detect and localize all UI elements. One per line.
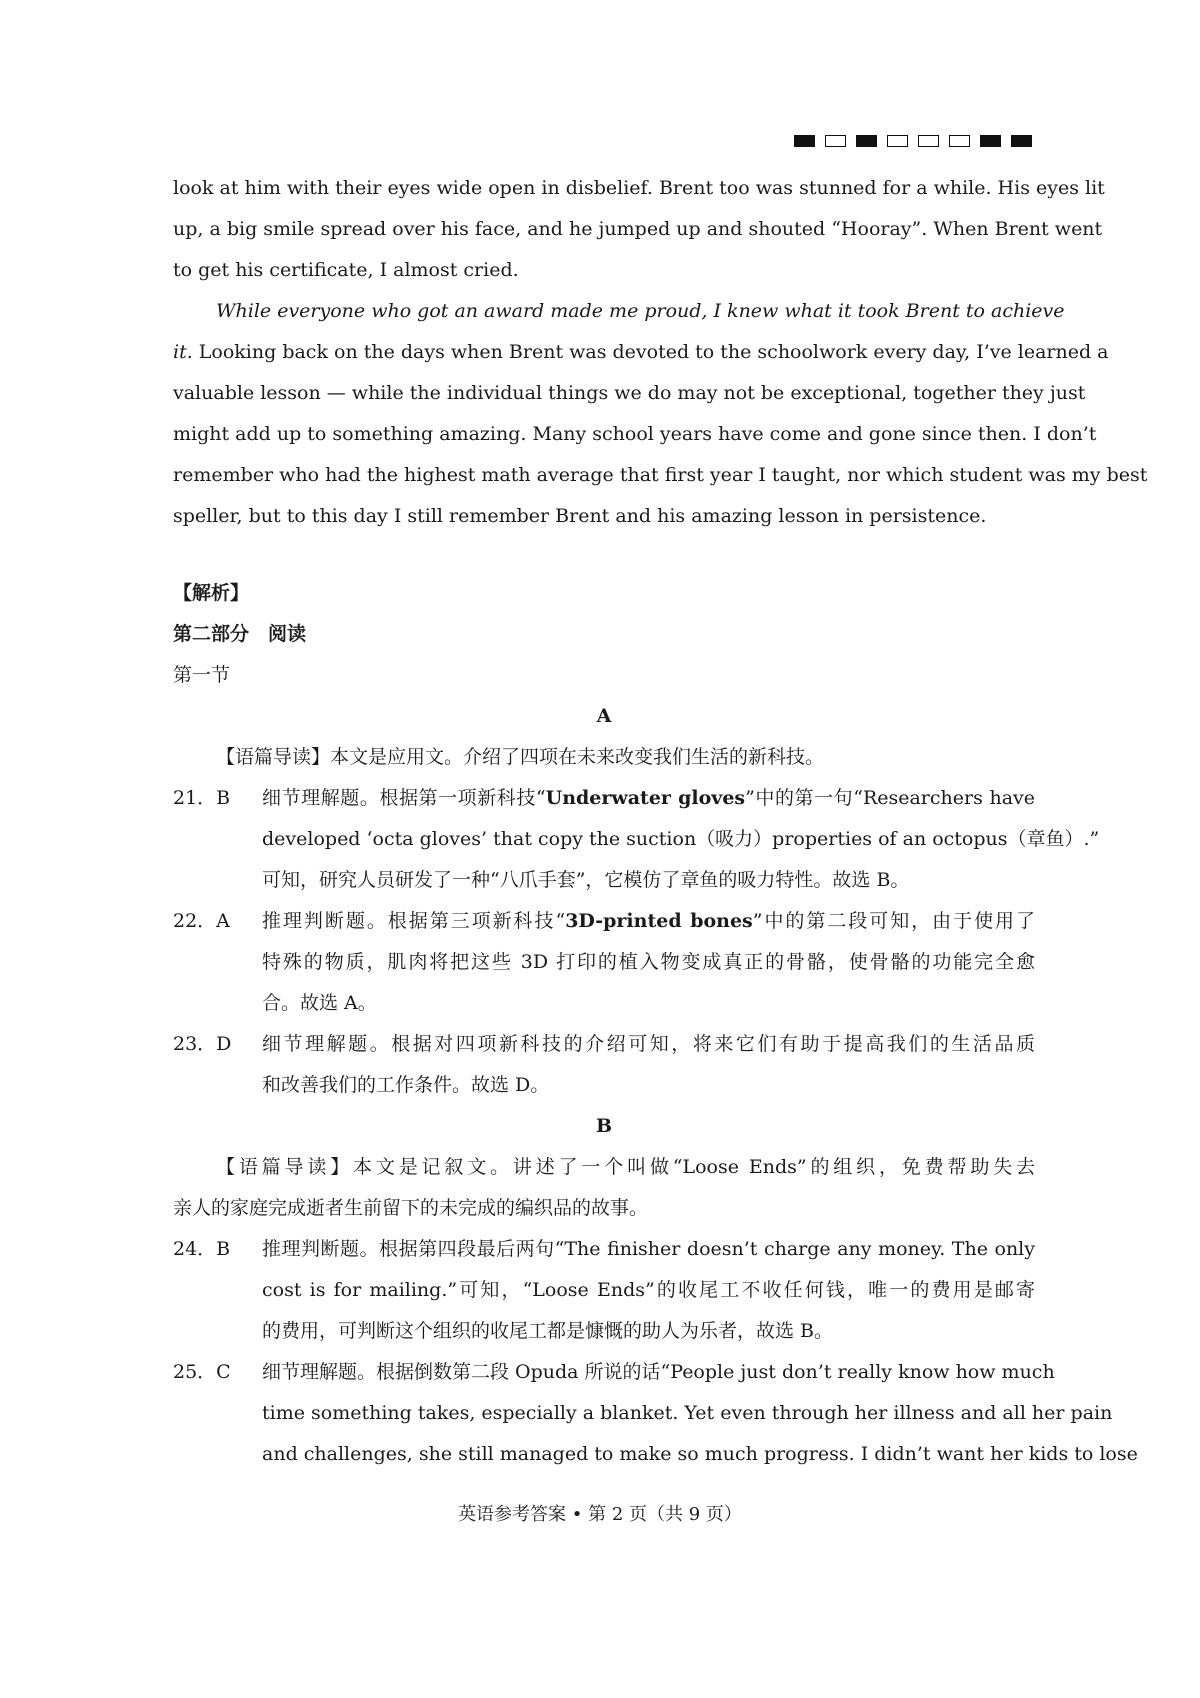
answer-item-24	[173, 1229, 1035, 1352]
text-line: valuable lesson — while the individual things we do may not be exceptional, together they just	[173, 382, 1086, 404]
answer-text: 特殊的物质，肌肉将把这些 3D 打印的植入物变成真正的骨骼，使骨骼的功能完全愈	[262, 951, 1035, 973]
text-line: to get his certificate, I almost cried.	[173, 259, 519, 281]
answer-item-23	[173, 1024, 1035, 1106]
passage-intro-a: 【语篇导读】本文是应用文。介绍了四项在未来改变我们生活的新科技。	[216, 746, 825, 768]
filled-square-mark	[1011, 135, 1032, 147]
answer-text: 细节理解题。根据第一项新科技“Underwater gloves”中的第一句“Researchers have	[262, 787, 1035, 809]
empty-square-mark	[887, 135, 908, 147]
text-line: might add up to something amazing. Many school years have come and gone since then. I don’t	[173, 423, 1097, 445]
answer-text: 可知，研究人员研发了一种“八爪手套”，它模仿了章鱼的吸力特性。故选 B。	[262, 869, 910, 891]
answer-text: 和改善我们的工作条件。故选 D。	[262, 1074, 550, 1096]
part-heading: 第二部分 阅读	[173, 623, 307, 645]
text-line: it. Looking back on the days when Brent was devoted to the schoolwork every day, I’ve learned a	[173, 341, 1109, 363]
passage-intro-b-cont: 亲人的家庭完成逝者生前留下的未完成的编织品的故事。	[173, 1197, 649, 1219]
text-line: While everyone who got an award made me proud, I knew what it took Brent to achieve	[216, 300, 1065, 322]
passage-intro-b: 【语篇导读】本文是记叙文。讲述了一个叫做“Loose Ends”的组织，免费帮助失去	[216, 1156, 1035, 1178]
passage-label-a: A	[596, 705, 612, 727]
analysis-title: 【解析】	[173, 582, 250, 604]
passage-paragraph-2	[173, 291, 1148, 537]
text-line: remember who had the highest math average that first year I taught, nor which student was my best	[173, 464, 1148, 486]
empty-square-mark	[949, 135, 970, 147]
answer-number: 25．C	[173, 1361, 231, 1383]
answer-text: 细节理解题。根据对四项新科技的介绍可知，将来它们有助于提高我们的生活品质	[262, 1033, 1035, 1055]
filled-square-mark	[980, 135, 1001, 147]
answer-text: time something takes, especially a blanket. Yet even through her illness and all her pain	[262, 1402, 1113, 1424]
answer-text: developed ‘octa gloves’ that copy the suction（吸力）properties of an octopus（章鱼）.”	[262, 828, 1100, 850]
answer-text: and challenges, she still managed to make so much progress. I didn’t want her kids to lose	[262, 1443, 1138, 1465]
answer-number: 23．D	[173, 1033, 232, 1055]
answer-text: 的费用，可判断这个组织的收尾工都是慷慨的助人为乐者，故选 B。	[262, 1320, 834, 1342]
answer-text: cost is for mailing.”可知，“Loose Ends”的收尾工不收任何钱，唯一的费用是邮寄	[262, 1279, 1035, 1301]
page-content	[173, 168, 1148, 1475]
answer-number: 21．B	[173, 787, 231, 809]
text-line: speller, but to this day I still remember Brent and his amazing lesson in persistence.	[173, 505, 987, 527]
empty-square-mark	[825, 135, 846, 147]
filled-square-mark	[856, 135, 877, 147]
answer-item-21	[173, 778, 1100, 901]
header-marks	[794, 135, 1032, 147]
empty-square-mark	[918, 135, 939, 147]
section-heading: 第一节	[173, 664, 231, 686]
answer-number: 22．A	[173, 910, 230, 932]
passage-paragraph-1	[173, 168, 1105, 291]
answer-text: 细节理解题。根据倒数第二段 Opuda 所说的话“People just don’t really know how much	[262, 1361, 1055, 1383]
filled-square-mark	[794, 135, 815, 147]
passage-label-b: B	[595, 1115, 613, 1137]
page-footer: 英语参考答案 • 第 2 页（共 9 页）	[458, 1504, 742, 1525]
answer-text: 推理判断题。根据第四段最后两句“The finisher doesn’t charge any money. The only	[262, 1238, 1035, 1260]
text-line: up, a big smile spread over his face, and he jumped up and shouted “Hooray”. When Brent went	[173, 218, 1103, 240]
answer-item-25	[173, 1352, 1138, 1475]
answer-item-22	[173, 901, 1035, 1024]
text-line: look at him with their eyes wide open in disbelief. Brent too was stunned for a while. His eyes lit	[173, 177, 1105, 199]
answer-text: 推理判断题。根据第三项新科技“3D-printed bones”中的第二段可知，由于使用了	[262, 910, 1036, 932]
answer-number: 24．B	[173, 1238, 231, 1260]
answer-text: 合。故选 A。	[262, 992, 377, 1014]
